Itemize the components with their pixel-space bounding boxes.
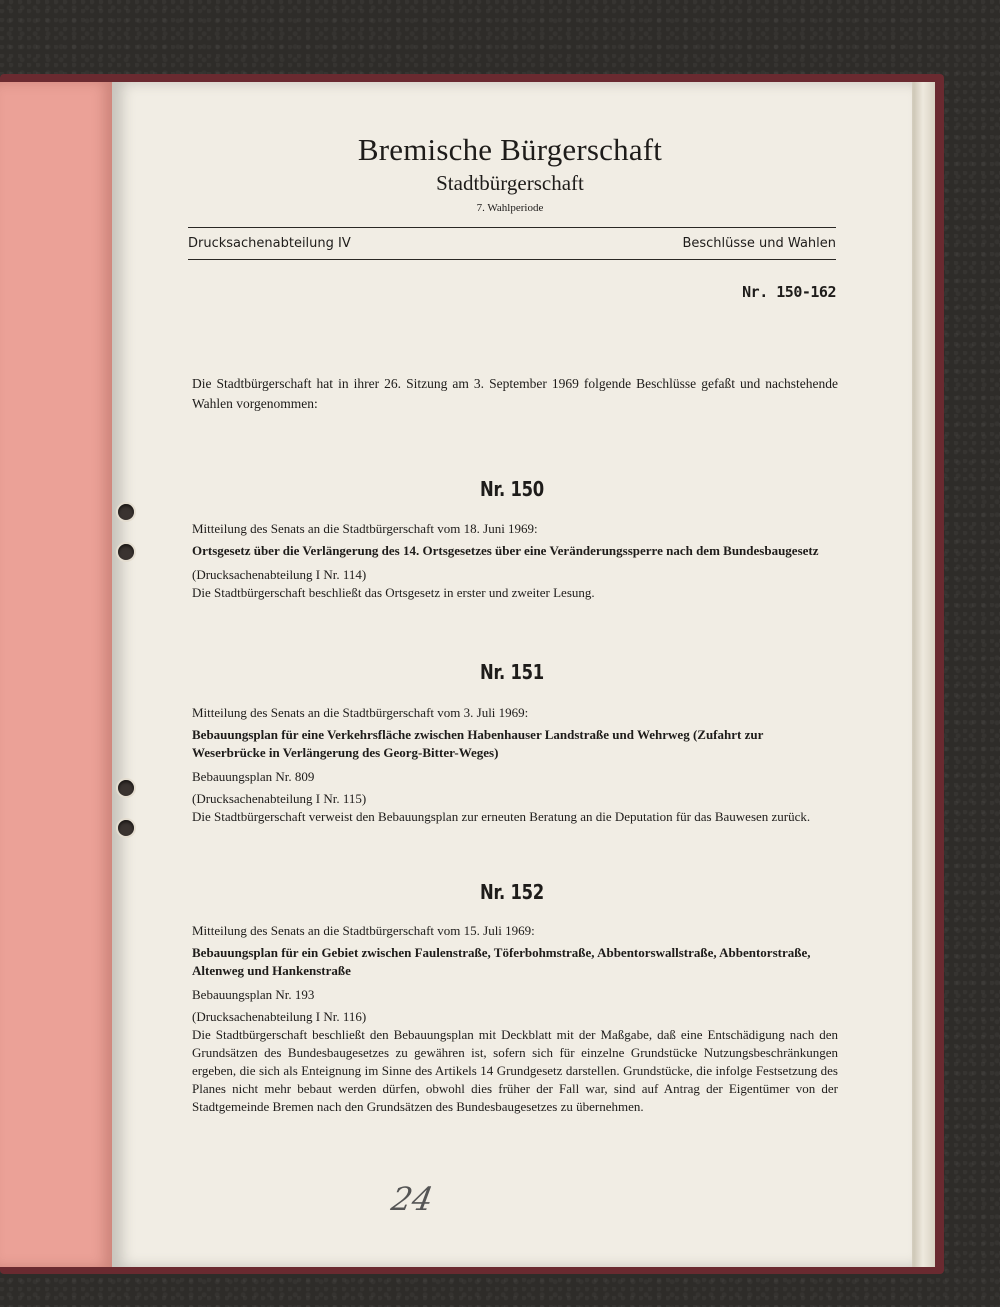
- punch-hole: [118, 504, 134, 520]
- senate-notice: Mitteilung des Senats an die Stadtbürgerschaft vom 18. Juni 1969:: [192, 521, 538, 536]
- entry-subject: Bebauungsplan für ein Gebiet zwischen Faulenstraße, Töferbohmstraße, Abbentorswallstraße, Abbentorstraße, Altenweg und Hankenstraße: [192, 945, 811, 978]
- binder-inner-board: [0, 82, 112, 1267]
- decision-text: Die Stadtbürgerschaft beschließt das Ortsgesetz in erster und zweiter Lesung.: [192, 585, 595, 600]
- plan-number: Bebauungsplan Nr. 193: [192, 987, 315, 1002]
- document-reference: (Drucksachenabteilung I Nr. 116): [192, 1009, 367, 1024]
- legislative-period: 7. Wahlperiode: [476, 202, 544, 214]
- entry-number: Nr. 150: [480, 477, 544, 501]
- punch-hole: [118, 544, 134, 560]
- document-reference: (Drucksachenabteilung I Nr. 115): [192, 791, 367, 806]
- punch-hole: [118, 820, 134, 836]
- entry-number: Nr. 151: [480, 660, 544, 684]
- section-label-left: Drucksachenabteilung IV: [188, 236, 351, 251]
- entry-block: [192, 704, 838, 826]
- punch-hole: [118, 780, 134, 796]
- document-subtitle: Stadtbürgerschaft: [436, 171, 584, 195]
- decision-text: Die Stadtbürgerschaft verweist den Bebauungsplan zur erneuten Beratung an die Deputation für das Bauwesen zurück.: [192, 809, 811, 824]
- number-range: Nr. 150-162: [742, 283, 836, 301]
- header-rule-bottom: [188, 259, 836, 260]
- senate-notice: Mitteilung des Senats an die Stadtbürgerschaft vom 15. Juli 1969:: [192, 923, 535, 938]
- plan-number: Bebauungsplan Nr. 809: [192, 769, 315, 784]
- entry-block: [192, 520, 838, 602]
- decision-text: Die Stadtbürgerschaft beschließt den Bebauungsplan mit Deckblatt mit der Maßgabe, daß eine Entschädigung nach den Grundsätzen des Bundesbaugesetzes zu gewähren ist, sofern sich für einzelne Grundstücke Nutzungsbeschränkungen ergeben, die sich als Enteignung im Sinne des Artikels 14 Grundgesetz darstellen. Grundstücke, die infolge Festsetzung des Planes nicht mehr bebaut werden dürfen, obwohl dies früher der Fall war, sind auf Antrag der Eigentümer von der Stadtgemeinde Bremen nach den Grundsätzen des Bundesbaugesetzes zu übernehmen.: [192, 1027, 838, 1114]
- header-rule-top: [188, 227, 836, 228]
- section-label-right: Beschlüsse und Wahlen: [682, 236, 836, 251]
- entry-number: Nr. 152: [480, 880, 544, 904]
- intro-paragraph: Die Stadtbürgerschaft hat in ihrer 26. Sitzung am 3. September 1969 folgende Beschlüsse gefaßt und nachstehende Wahlen vorgenommen:: [192, 376, 838, 411]
- senate-notice: Mitteilung des Senats an die Stadtbürgerschaft vom 3. Juli 1969:: [192, 705, 529, 720]
- entry-subject: Ortsgesetz über die Verlängerung des 14. Ortsgesetzes über eine Veränderungssperre nach dem Bundesbaugesetz: [192, 543, 819, 558]
- document-reference: (Drucksachenabteilung I Nr. 114): [192, 567, 367, 582]
- handwritten-page-number: 24: [388, 1180, 437, 1218]
- entry-subject: Bebauungsplan für eine Verkehrsfläche zwischen Habenhauser Landstraße und Wehrweg (Zufahrt zur Weserbrücke in Verlängerung des Georg-Bitter-Weges): [192, 727, 764, 760]
- entry-block: [192, 922, 838, 1116]
- document-title: Bremische Bürgerschaft: [357, 132, 663, 167]
